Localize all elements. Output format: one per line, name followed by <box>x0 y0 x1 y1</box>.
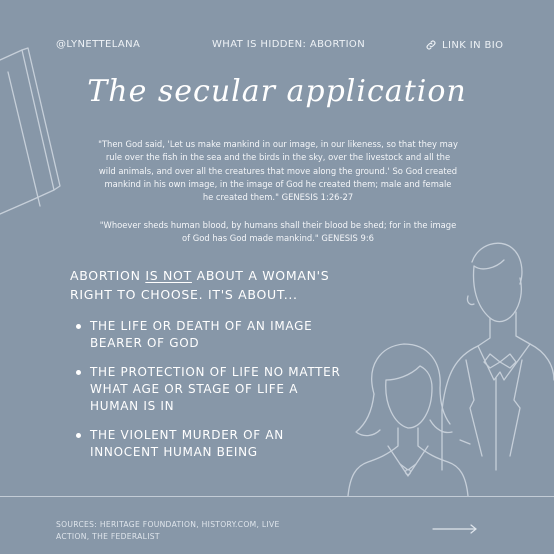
series-title: WHAT IS HIDDEN: ABORTION <box>212 39 366 50</box>
book-icon <box>0 48 60 214</box>
claim-text: ABOUT A WOMAN'S RIGHT TO CHOOSE. IT'S ABOUT... <box>70 268 330 302</box>
main-claim <box>70 266 370 304</box>
claim-emphasis: IS NOT <box>145 268 192 283</box>
bullet-dot <box>76 370 81 375</box>
arrow-right-icon[interactable] <box>432 524 478 534</box>
list-item <box>76 364 346 415</box>
list-item-text: THE VIOLENT MURDER OF AN INNOCENT HUMAN BEING <box>90 428 284 459</box>
woman-illustration <box>348 344 468 496</box>
link-label: LINK IN BIO <box>442 39 504 51</box>
claim-text: ABORTION <box>70 268 146 283</box>
page-title: The secular application <box>87 74 467 109</box>
sources-text: SOURCES: HERITAGE FOUNDATION, HISTORY.COM, LIVE ACTION, THE FEDERALIST <box>56 520 280 541</box>
scripture-quote: "Then God said, 'Let us make mankind in our image, in our likeness, so that they may rule over the fish in the sea and the birds in the sky, over the livestock and all the wild animals, and over all the creatures that move along the ground.' So God created mankind in his own image, in the image of God he created them; male and female he created them." GENESIS 1:26-27 <box>98 139 458 203</box>
list-item-text: THE LIFE OR DEATH OF AN IMAGE BEARER OF GOD <box>90 319 313 350</box>
bullet-dot <box>76 324 81 329</box>
bullet-list <box>76 318 346 473</box>
link-icon <box>425 39 437 51</box>
link-in-bio[interactable] <box>425 39 503 51</box>
list-item-text: THE PROTECTION OF LIFE NO MATTER WHAT AGE OR STAGE OF LIFE A HUMAN IS IN <box>90 365 341 413</box>
list-item <box>76 427 346 461</box>
scripture-quote: "Whoever sheds human blood, by humans shall their blood be shed; for in the image of God has God made mankind." GENESIS 9:6 <box>99 220 457 244</box>
man-illustration <box>442 243 554 470</box>
instagram-handle[interactable]: @LYNETTELANA <box>56 39 141 50</box>
bullet-dot <box>76 433 81 438</box>
list-item <box>76 318 346 352</box>
top-bar <box>0 39 554 53</box>
footer-divider <box>0 496 554 497</box>
